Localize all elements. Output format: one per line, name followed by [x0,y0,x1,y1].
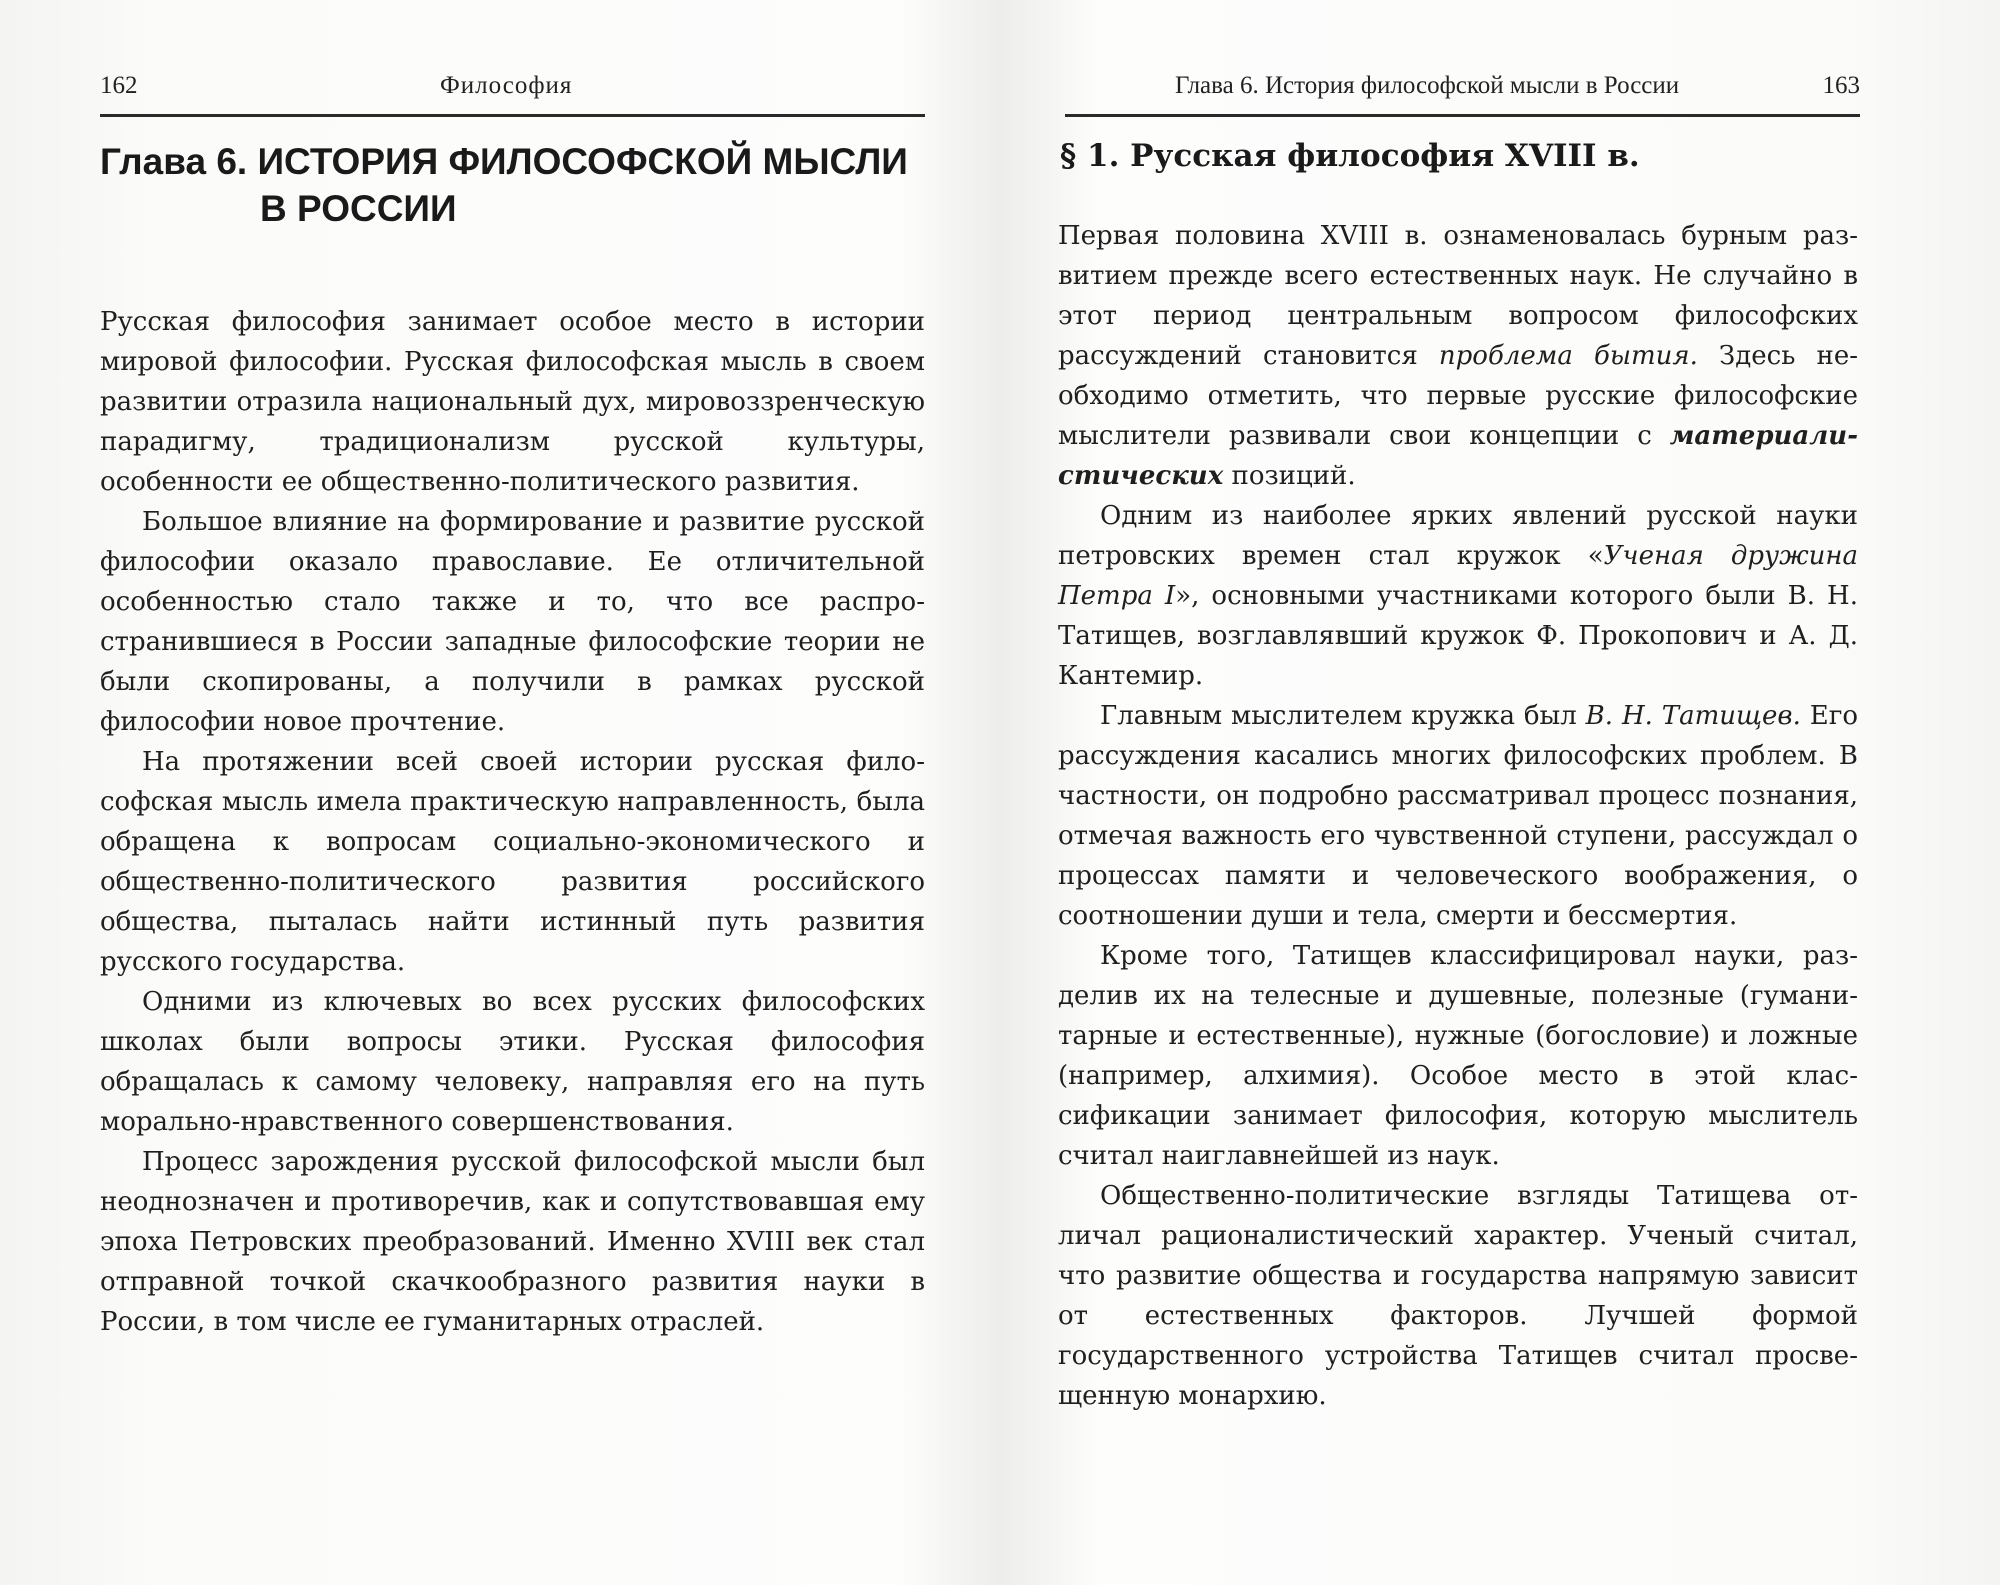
chapter-title-line1: Глава 6. ИСТОРИЯ ФИЛОСОФСКОЙ МЫСЛИ [100,141,908,182]
running-head-title: Глава 6. История философской мысли в России [1175,72,1680,99]
text-run-italic: В. Н. Татищев. [1585,701,1801,731]
text-run-italic: проблема бытия. [1438,341,1698,371]
left-body-text [100,302,925,1342]
running-header [100,66,925,117]
text-run: Одним из наиболее ярких явлений русской науки петровских времен стал кружок « [1058,501,1858,571]
right-page [1000,0,2000,1585]
paragraph: Общественно-политические взгляды Татищева отличал рационалистический характер. Ученый считал, что развитие общества и государства напрямую зависит от естественных факторов. Лучшей формой государственного устройства Татищев считал просвещенную монархию. [1058,1181,1858,1411]
text-run-bold-italic: материалистических [1058,421,1858,491]
text-run: Главным мыслителем кружка был [1100,701,1586,731]
running-header [1065,66,1860,117]
chapter-title-line2: В РОССИИ [260,188,457,229]
page-number: 162 [100,72,138,99]
text-run: Его рассуждения касались многих философских проблем. В частности, он подробно рассматривал процесс познания, отмечая важность его чувственной ступени, рассуждал о процессах памяти и человеческого воображения, о соотношении души и тела, смерти и бессмертия. [1058,701,1858,931]
running-head-title: Философия [440,72,573,99]
text-run: Первая половина XVIII в. ознаменовалась бурным развитием прежде всего естественных наук. Не случайно в этот период центральным вопросом философских рассуждений становится [1058,221,1858,371]
chapter-title [100,138,940,232]
paragraph: Большое влияние на формирование и развитие русской философии оказало православие. Ее отличительной особенностью стало также и то, что все распространившиеся в России западные философские теории не были скопированы, а получили в рамках русской философии новое прочтение. [100,507,925,737]
text-run: », основными участниками которого были В. Н. Татищев, возглавлявший кружок Ф. Прокопович и А. Д. Кантемир. [1058,581,1858,691]
paragraph: Процесс зарождения русской философской мысли был неоднозначен и противоречив, как и сопутствовавшая ему эпоха Петровских преобразований. Именно XVIII век стал отправной точкой скачкообразного развития науки в России, в том числе ее гуманитарных отраслей. [100,1147,925,1337]
paragraph: Русская философия занимает особое место в истории мировой философии. Русская философская мысль в своем развитии отразила национальный дух, мировоззренческую парадигму, традиционализм русской культуры, особенности ее общественно-политического развития. [100,307,925,497]
paragraph: Одними из ключевых во всех русских философских школах были вопросы этики. Русская философия обращалась к самому человеку, направляя его на путь морально-нравственного совершенствования. [100,987,925,1137]
text-run: позиций. [1223,461,1356,491]
paragraph: На протяжении всей своей истории русская философская мысль имела практическую направленность, была обращена к вопросам социально-экономического и общественно-политического развития российского общества, пыталась найти истинный путь развития русского государства. [100,747,925,977]
page-number: 163 [1822,72,1860,99]
paragraph: Кроме того, Татищев классифицировал науки, разделив их на телесные и душевные, полезные (гуманитарные и естественные), нужные (богословие) и ложные (например, алхимия). Особое место в этой классификации занимает философия, которую мыслитель считал наиглавнейшей из наук. [1058,941,1858,1171]
section-title: § 1. Русская философия XVIII в. [1060,138,1640,174]
text-run: Здесь необходимо отметить, что первые русские философские мыслители развивали свои концепции с [1058,341,1859,451]
text-run-italic: Ученая дружина Петра I [1058,541,1858,611]
